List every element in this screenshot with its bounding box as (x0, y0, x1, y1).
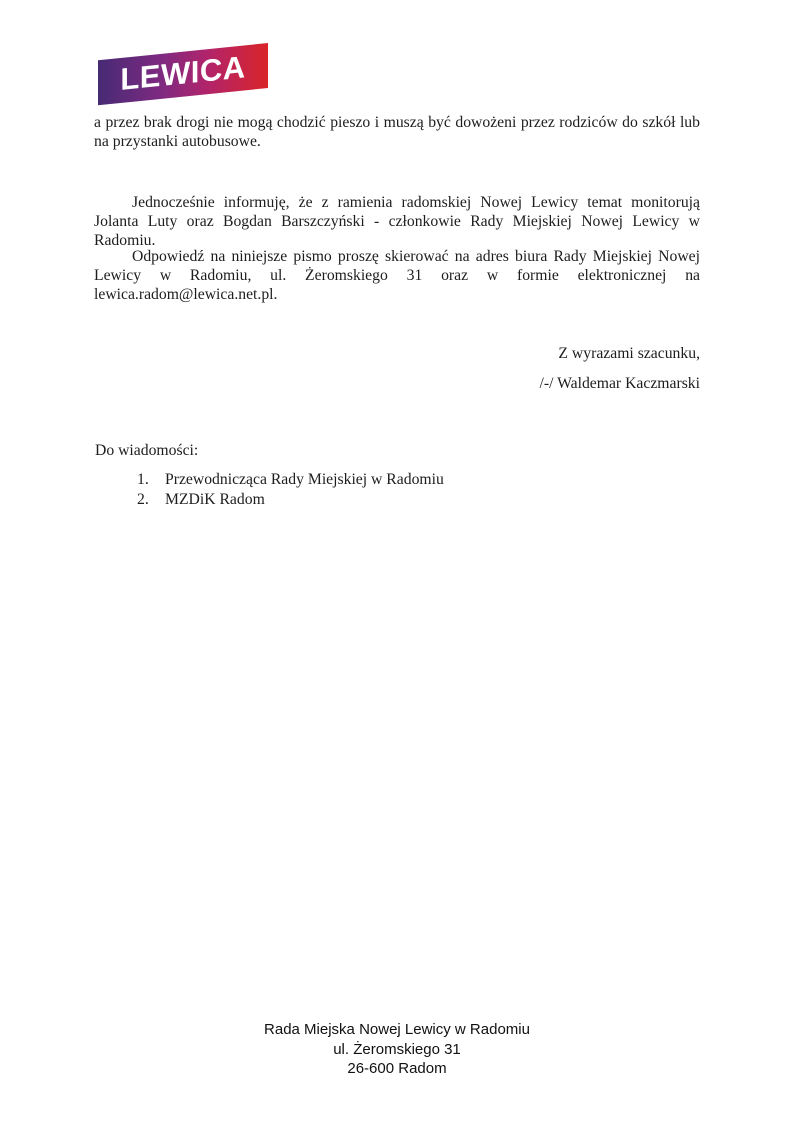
footer-address (0, 1020, 794, 1079)
footer-line-city: 26-600 Radom (347, 1060, 447, 1077)
cc-item-2-text: MZDiK Radom (165, 491, 265, 508)
cc-item-1-text: Przewodnicząca Rady Miejskiej w Radomiu (165, 471, 444, 488)
cc-item-1-number: 1. (137, 471, 149, 488)
footer-line-organization: Rada Miejska Nowej Lewicy w Radomiu (264, 1021, 530, 1038)
cc-item-1 (137, 470, 444, 490)
footer-line-street: ul. Żeromskiego 31 (333, 1040, 461, 1058)
letter-paragraph-2: Jednocześnie informuję, że z ramienia radomskiej Nowej Lewicy temat monitorują Jolanta Luty oraz Bogdan Barszczyński - członkowie Rady Miejskiej Nowej Lewicy w Radomiu. (94, 194, 700, 249)
cc-item-2-number: 2. (137, 491, 149, 508)
cc-list (137, 470, 444, 510)
lewica-logo (98, 43, 268, 105)
letter-paragraph-1: a przez brak drogi nie mogą chodzić pieszo i muszą być dowożeni przez rodziców do szkół lub na przystanki autobusowe. (94, 114, 700, 150)
cc-item-2 (137, 490, 444, 510)
letter-paragraph-3: Odpowiedź na niniejsze pismo proszę skierować na adres biura Rady Miejskiej Nowej Lewicy w Radomiu, ul. Żeromskiego 31 oraz w formie elektronicznej na lewica.radom@lewica.net.pl. (94, 248, 700, 303)
closing-phrase: Z wyrazami szacunku, (558, 345, 700, 362)
lewica-logo-text: LEWICA (120, 49, 246, 97)
signature-name: /-/ Waldemar Kaczmarski (539, 375, 700, 392)
cc-heading: Do wiadomości: (95, 442, 199, 459)
